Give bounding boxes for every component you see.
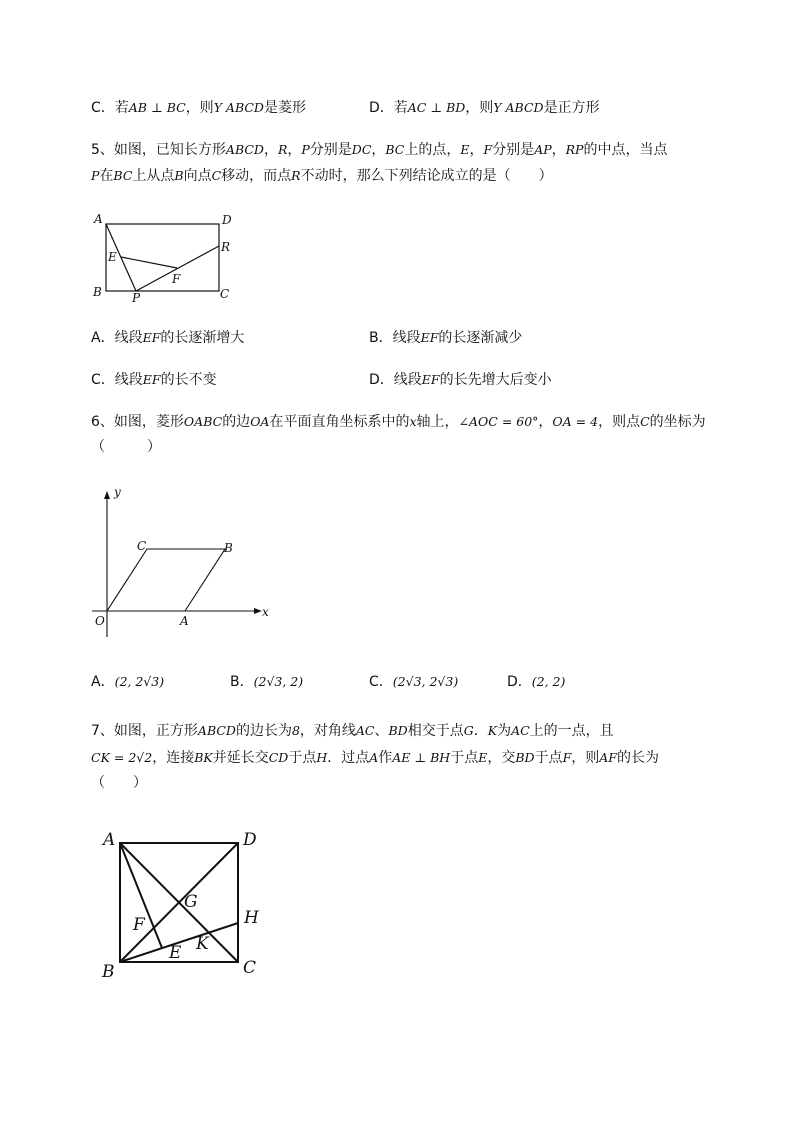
q5-text: 分别是 [492,142,535,158]
q5-text: 不动时，那么下列结论成立的是（ ） [300,168,553,184]
q7-text: 相交于点 [407,723,464,739]
q5-math: R [277,142,288,157]
q5-math: F [483,142,493,157]
q5-math: AP [534,142,552,157]
q6-math: OA [250,414,270,429]
q6-math: C [640,414,650,429]
q7-text: ，交 [487,750,516,766]
q5-option-b-pre: B．线段 [369,330,421,346]
q7-text: 、 [374,723,389,739]
q6-math: x [409,414,417,429]
q7-label-e: E [169,943,182,963]
q7-math: AC [511,723,530,738]
q7-text: 于点 [288,750,317,766]
q6-label-a: A [180,614,189,628]
q5-math: P [91,168,100,183]
q7-math: K [487,723,498,738]
q7-math: E [478,750,488,765]
q7-text: 7、如图，正方形 [91,723,198,739]
q5-text: 上从点 [132,168,175,184]
q5-label-b: B [93,285,102,299]
q6-label-c: C [137,539,147,553]
q7-label-g: G [184,892,198,912]
q6-text: 在平面直角坐标系中的 [269,414,410,430]
q7-math: H [316,750,328,765]
q6-text: ，则点 [598,414,641,430]
q6-text: ， [538,414,553,430]
q6-label-y: y [114,485,121,499]
q7-math: BD [515,750,535,765]
q4-option-d-math1: AC ⊥ BD [407,100,466,115]
q5-option-c-math: EF [142,372,161,387]
q7-stem-line3: （ ） [91,775,147,791]
q5-label-f: F [172,272,181,286]
q4-option-d-tail: 是正方形 [543,100,600,116]
q5-option-a-math: EF [142,330,161,345]
q5-option-c-pre: C．线段 [91,372,143,388]
q5-text: 分别是 [309,142,352,158]
q7-label-f: F [133,915,145,935]
q7-text: ．过点 [327,750,370,766]
q5-text: 上的点， [404,142,461,158]
q4-option-c-tail: 是菱形 [263,100,306,116]
q6-math: OA = 4 [552,414,599,429]
q5-text: 的中点，当点 [583,142,668,158]
q6-text: 轴上， [416,414,459,430]
q6-label-o: O [95,614,105,628]
q7-text: 并延长交 [212,750,269,766]
q4-option-d-label: D．若 [369,100,408,116]
q5-text: ， [263,142,278,158]
q6-option-b-math: (2√3, 2) [253,674,304,689]
q7-math: AF [599,750,617,765]
q7-text: 的边长为 [235,723,292,739]
q7-text: 作 [378,750,393,766]
q7-math: 8 [291,723,300,738]
q7-math: BD [388,723,408,738]
q7-math: G [463,723,474,738]
q5-option-b-math: EF [420,330,439,345]
q6-option-c-math: (2√3, 2√3) [392,674,459,689]
q5-math: ABCD [225,142,264,157]
q6-option-c-label: C． [369,674,393,690]
q7-label-k: K [196,934,209,954]
q4-option-c-math2: Y ABCD [213,100,264,115]
q6-option-d-label: D． [507,674,532,690]
q5-math: E [460,142,470,157]
q5-option-d-pre: D．线段 [369,372,422,388]
q6-text: 的边 [222,414,251,430]
q5-math: B [174,168,184,183]
q7-math: A [369,750,379,765]
q5-option-b-post: 的长逐渐减少 [438,330,523,346]
q5-text: ， [551,142,566,158]
q5-math: R [291,168,301,183]
q6-option-a-label: A． [91,674,115,690]
q5-math: BC [385,142,405,157]
q5-label-a: A [94,212,103,226]
q6-option-a-math: (2, 2√3) [114,674,165,689]
q6-text: 6、如图，菱形 [91,414,184,430]
q5-math: DC [351,142,372,157]
q5-label-e: E [108,250,117,264]
q7-text: 为 [497,723,512,739]
q7-label-a: A [103,830,116,850]
q7-math: AE ⊥ BH [392,750,451,765]
q5-text: 在 [99,168,114,184]
q7-label-d: D [243,830,257,850]
q4-option-d-math2: Y ABCD [493,100,544,115]
q7-math: F [562,750,572,765]
q6-stem-line2: （ ） [91,439,161,455]
q7-text: 于点 [450,750,479,766]
q7-text: ． [473,723,488,739]
q5-text: 5、如图，已知长方形 [91,142,226,158]
q5-label-r: R [221,240,231,254]
q6-text: 的坐标为 [649,414,706,430]
q6-label-b: B [224,541,233,555]
q5-text: ， [469,142,484,158]
q6-math: ∠AOC = 60° [458,414,539,429]
q7-text: ，则 [571,750,600,766]
q6-math: OABC [183,414,223,429]
q4-option-c-mid: ，则 [185,100,214,116]
q5-text: 移动，而点 [221,168,292,184]
q4-option-c-math1: AB ⊥ BC [128,100,186,115]
q7-text: ，对角线 [299,723,356,739]
q5-text: 向点 [183,168,212,184]
q6-option-b-label: B． [230,674,254,690]
q7-math: AC [355,723,375,738]
q7-label-c: C [243,958,257,978]
q7-math: CD [268,750,289,765]
q4-option-c-label: C．若 [91,100,129,116]
q5-label-p: P [132,291,141,305]
q4-option-d-mid: ，则 [465,100,494,116]
q6-label-x: x [262,605,269,619]
q5-math: P [301,142,310,157]
q5-option-c-post: 的长不变 [160,372,217,388]
q5-text: ， [371,142,386,158]
q5-text: ， [287,142,302,158]
q5-option-a-post: 的长逐渐增大 [160,330,245,346]
q5-label-c: C [220,287,230,301]
q5-option-d-math: EF [421,372,440,387]
q5-math: BC [113,168,133,183]
q7-label-b: B [102,962,115,982]
q7-math: BK [194,750,213,765]
q7-math: CK = 2√2 [91,750,153,765]
q5-option-a-pre: A．线段 [91,330,143,346]
q7-text: 的长为 [616,750,659,766]
q7-text: ，连接 [152,750,195,766]
q5-option-d-post: 的长先增大后变小 [439,372,552,388]
q6-option-d-math: (2, 2) [531,674,566,689]
q5-math: C [211,168,222,183]
q5-math: RP [565,142,584,157]
q7-label-h: H [244,908,259,928]
q7-math: ABCD [197,723,236,738]
q5-label-d: D [222,213,232,227]
q7-text: 于点 [534,750,563,766]
q7-text: 上的一点，且 [529,723,614,739]
